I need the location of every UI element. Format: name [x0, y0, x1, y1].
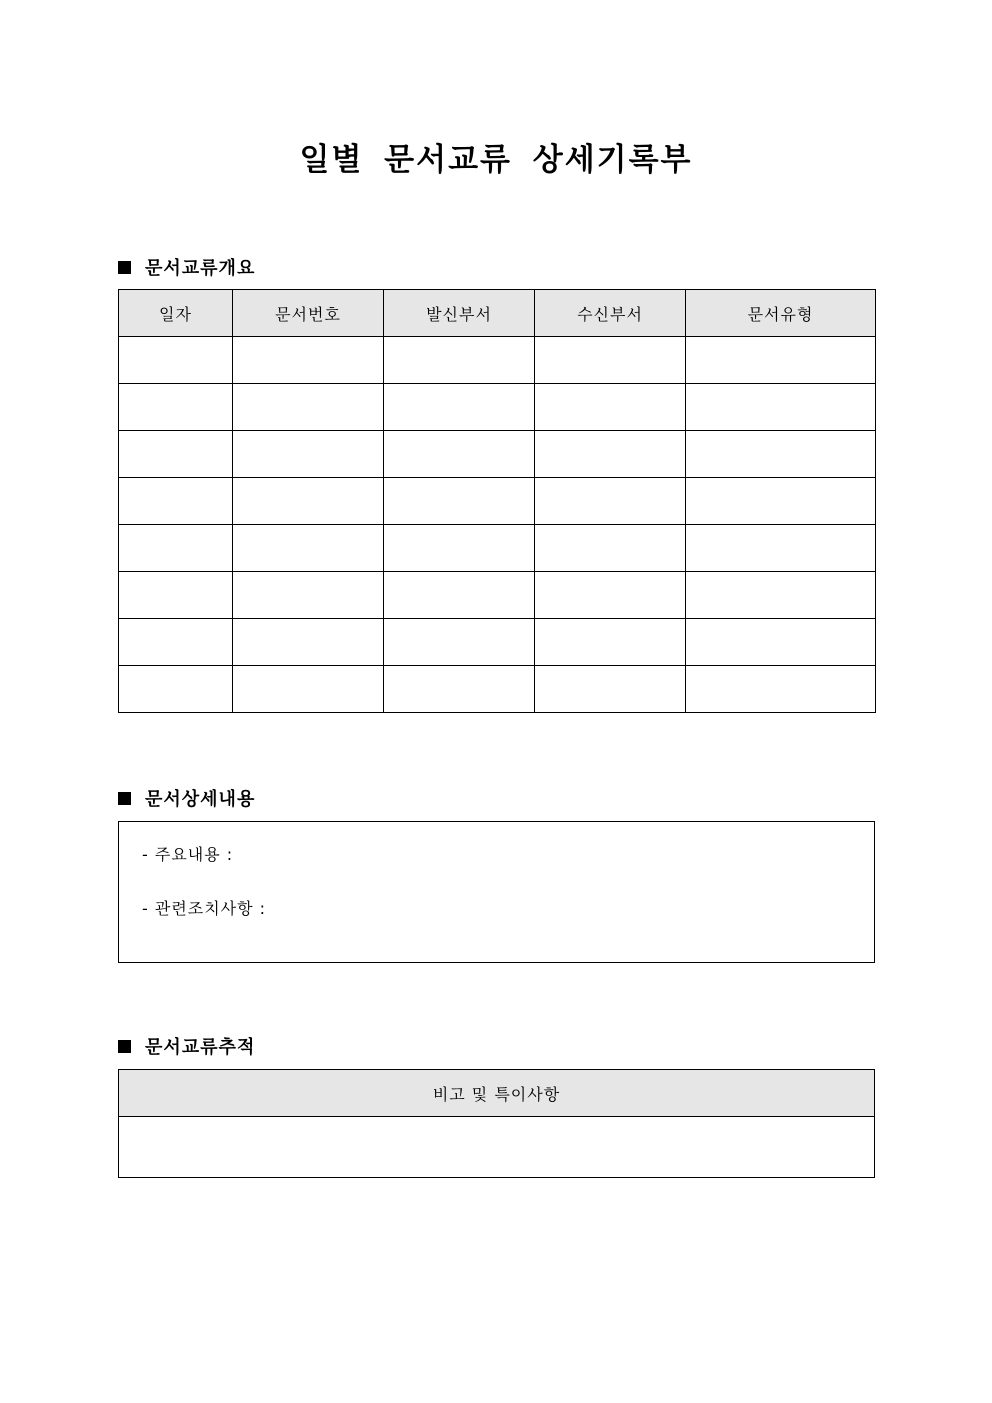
table-row — [119, 431, 876, 478]
table-cell[interactable] — [384, 619, 535, 666]
section-heading-details — [118, 785, 255, 811]
table-cell[interactable] — [535, 666, 686, 713]
column-header-doc-number: 문서번호 — [233, 290, 384, 337]
column-header-remarks: 비고 및 특이사항 — [119, 1070, 875, 1117]
table-cell[interactable] — [535, 431, 686, 478]
table-cell[interactable] — [686, 478, 876, 525]
table-cell[interactable] — [535, 337, 686, 384]
section-heading-tracking — [118, 1033, 255, 1059]
table-cell[interactable] — [535, 384, 686, 431]
square-bullet-icon — [118, 792, 131, 805]
table-cell[interactable] — [233, 666, 384, 713]
table-cell[interactable] — [233, 525, 384, 572]
overview-table — [118, 289, 876, 713]
table-cell[interactable] — [119, 666, 233, 713]
table-cell[interactable] — [686, 572, 876, 619]
table-cell[interactable] — [233, 572, 384, 619]
square-bullet-icon — [118, 1040, 131, 1053]
table-cell[interactable] — [535, 619, 686, 666]
table-cell[interactable] — [119, 572, 233, 619]
table-cell[interactable] — [384, 337, 535, 384]
column-header-receiver-dept: 수신부서 — [535, 290, 686, 337]
table-cell[interactable] — [119, 478, 233, 525]
tracking-table — [118, 1069, 875, 1178]
table-row — [119, 1117, 875, 1178]
table-row — [119, 337, 876, 384]
main-content-label: - 주요내용 : — [142, 845, 234, 864]
table-cell[interactable] — [686, 337, 876, 384]
column-header-doc-type: 문서유형 — [686, 290, 876, 337]
page-title: 일별 문서교류 상세기록부 — [299, 142, 693, 178]
table-cell[interactable] — [384, 525, 535, 572]
table-cell[interactable] — [686, 431, 876, 478]
section-heading-label: 문서교류개요 — [145, 258, 256, 279]
table-header-row — [119, 290, 876, 337]
table-cell[interactable] — [535, 478, 686, 525]
column-header-date: 일자 — [119, 290, 233, 337]
table-cell[interactable] — [384, 666, 535, 713]
table-cell[interactable] — [686, 525, 876, 572]
table-cell[interactable] — [233, 431, 384, 478]
table-cell[interactable] — [535, 525, 686, 572]
table-cell[interactable] — [384, 572, 535, 619]
table-cell[interactable] — [233, 337, 384, 384]
section-heading-overview — [118, 254, 255, 280]
table-cell[interactable] — [686, 619, 876, 666]
table-cell[interactable] — [686, 384, 876, 431]
table-row — [119, 525, 876, 572]
section-heading-label: 문서교류추적 — [145, 1037, 256, 1058]
table-cell[interactable] — [384, 384, 535, 431]
table-row — [119, 619, 876, 666]
table-row — [119, 572, 876, 619]
table-cell[interactable] — [119, 384, 233, 431]
table-cell[interactable] — [686, 666, 876, 713]
table-row — [119, 384, 876, 431]
table-cell[interactable] — [233, 619, 384, 666]
table-cell[interactable] — [384, 431, 535, 478]
table-row — [119, 666, 876, 713]
table-cell[interactable] — [119, 525, 233, 572]
table-cell[interactable] — [119, 619, 233, 666]
table-row — [119, 478, 876, 525]
square-bullet-icon — [118, 261, 131, 274]
related-actions-label: - 관련조치사항 : — [142, 899, 267, 918]
table-cell[interactable] — [535, 572, 686, 619]
detail-box[interactable] — [118, 821, 875, 963]
table-cell[interactable] — [384, 478, 535, 525]
table-cell[interactable] — [233, 478, 384, 525]
section-heading-label: 문서상세내용 — [145, 789, 256, 810]
table-cell[interactable] — [233, 384, 384, 431]
column-header-sender-dept: 발신부서 — [384, 290, 535, 337]
table-header-row — [119, 1070, 875, 1117]
remarks-cell[interactable] — [119, 1117, 875, 1178]
table-cell[interactable] — [119, 431, 233, 478]
table-cell[interactable] — [119, 337, 233, 384]
